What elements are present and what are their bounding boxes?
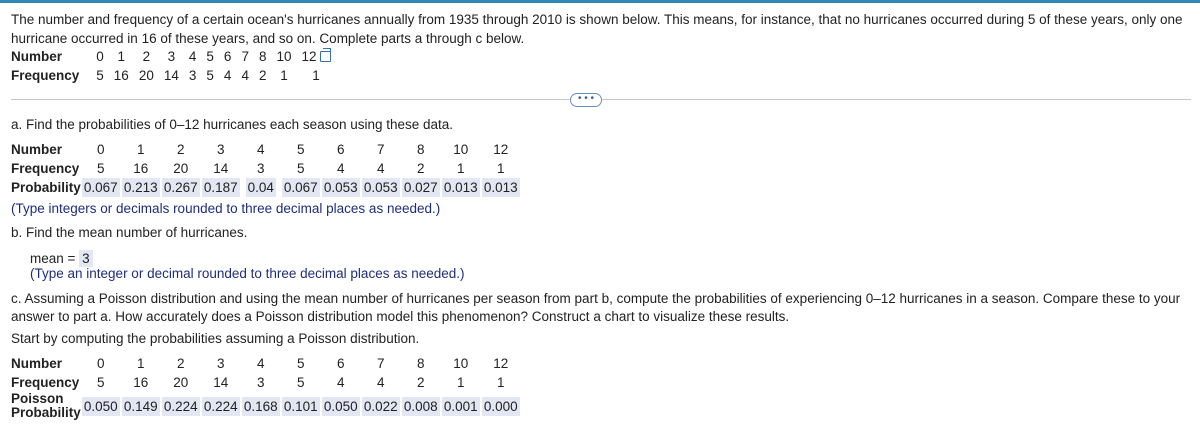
poisson-probability-answer[interactable]: 0.008 (403, 398, 438, 414)
probability-answer[interactable]: 0.053 (363, 180, 398, 195)
part-a-frequency-cell: 2 (417, 161, 425, 176)
source-frequency-cell: 20 (138, 68, 154, 83)
part-c-frequency-cell: 3 (257, 375, 265, 390)
probability-answer[interactable]: 0.067 (83, 180, 118, 195)
part-c-frequency-label: Frequency (11, 375, 80, 390)
part-b-prompt: b. Find the mean number of hurricanes. (11, 225, 248, 240)
source-frequency-label: Frequency (11, 68, 80, 83)
poisson-probability-answer[interactable]: 0.101 (283, 398, 318, 414)
part-c-frequency-cell: 2 (417, 375, 425, 390)
part-c-number-cell: 8 (417, 356, 425, 371)
source-number-cell: 7 (241, 49, 249, 64)
part-a-frequency-cell: 1 (457, 161, 465, 176)
part-c-number-cell: 1 (137, 356, 145, 371)
part-a-frequency-cell: 4 (377, 161, 385, 176)
part-a-number-cell: 12 (493, 142, 509, 157)
part-a-number-cell: 1 (137, 142, 145, 157)
source-number-label: Number (11, 49, 63, 64)
part-a-note: (Type integers or decimals rounded to three decimal places as needed.) (11, 201, 441, 216)
probability-answer[interactable]: 0.027 (403, 180, 438, 195)
expand-more-button[interactable]: • • • (570, 93, 602, 107)
part-c-number-label: Number (11, 356, 63, 371)
part-a-frequency-label: Frequency (11, 161, 80, 176)
part-c-frequency-cell: 14 (213, 375, 229, 390)
part-c-frequency-cell: 5 (297, 375, 305, 390)
part-c-number-cell: 2 (177, 356, 185, 371)
source-number-cell (297, 47, 336, 66)
part-c-number-cell: 12 (493, 356, 509, 371)
part-c-frequency-cell: 1 (497, 375, 505, 390)
poisson-probability-answer[interactable]: 0.224 (163, 398, 198, 414)
source-frequency-cell: 1 (312, 68, 320, 83)
part-c-frequency-cell: 16 (133, 375, 149, 390)
part-a-frequency-cell: 5 (97, 161, 105, 176)
source-frequency-cell: 14 (163, 68, 179, 83)
probability-answer[interactable]: 0.053 (323, 180, 358, 195)
part-a-table (11, 140, 521, 197)
part-a-frequency-cell: 5 (297, 161, 305, 176)
probability-answer[interactable]: 0.013 (483, 180, 518, 195)
part-a-number-cell: 0 (97, 142, 105, 157)
part-a-number-cell: 2 (177, 142, 185, 157)
source-data-table (11, 47, 336, 85)
part-c-frequency-cell: 4 (377, 375, 385, 390)
poisson-probability-answer[interactable]: 0.050 (83, 398, 118, 414)
source-number-cell: 0 (96, 49, 104, 64)
question-intro: The number and frequency of a certain ocean's hurricanes annually from 1935 through 2010 is shown below. This means, for instance, that no hurricanes occurred during 5 of these years, only one hurricane occurred in 16 of these years, and so on. Complete parts a through c below. (11, 12, 1183, 46)
poisson-probability-answer[interactable]: 0.050 (323, 398, 358, 414)
part-a-number-cell: 4 (257, 142, 265, 157)
part-a-frequency-cell: 16 (133, 161, 149, 176)
part-a-number-cell: 3 (217, 142, 225, 157)
part-c-number-cell: 6 (337, 356, 345, 371)
part-c-number-cell: 5 (297, 356, 305, 371)
part-a-frequency-cell: 14 (213, 161, 229, 176)
source-frequency-cell: 5 (206, 68, 214, 83)
probability-answer[interactable]: 0.067 (283, 180, 318, 195)
mean-label: mean = (30, 251, 76, 266)
poisson-probability-answer[interactable]: 0.000 (483, 398, 518, 414)
part-c-frequency-cell: 1 (457, 375, 465, 390)
source-frequency-cell: 16 (113, 68, 129, 83)
part-a-prompt: a. Find the probabilities of 0–12 hurricanes each season using these data. (11, 117, 454, 132)
source-number-cell: 5 (206, 49, 214, 64)
probability-answer[interactable]: 0.213 (123, 180, 158, 195)
source-number-cell: 8 (258, 49, 267, 64)
part-a-number-cell: 8 (417, 142, 425, 157)
source-frequency-cell: 4 (241, 68, 249, 83)
part-c-number-cell: 7 (377, 356, 385, 371)
source-number-cell: 3 (167, 49, 176, 64)
part-c-number-cell: 4 (257, 356, 265, 371)
part-a-frequency-cell: 4 (337, 161, 345, 176)
top-accent-bar (0, 0, 1200, 3)
part-a-probability-label: Probability (11, 180, 81, 195)
probability-answer[interactable]: 0.267 (163, 180, 198, 195)
part-c-number-cell: 0 (97, 356, 105, 371)
part-a-number-cell: 5 (297, 142, 305, 157)
part-a-number-cell: 7 (377, 142, 385, 157)
poisson-probability-label (11, 392, 81, 420)
part-c-number-cell: 10 (453, 356, 469, 371)
part-a-number-label: Number (11, 142, 63, 157)
part-c-table (11, 354, 521, 420)
part-c-number-cell: 3 (217, 356, 225, 371)
poisson-label-line-1: Poisson (11, 391, 64, 406)
part-c-instruction: Start by computing the probabilities assuming a Poisson distribution. (11, 331, 420, 346)
poisson-label-line-2: Probability (11, 405, 81, 420)
probability-answer[interactable]: 0.04 (247, 180, 274, 195)
part-c-prompt: c. Assuming a Poisson distribution and using the mean number of hurricanes per season from part b, compute the probabilities of experiencing 0–12 hurricanes in a season. Compare these to your answer to part a. How accurately does a Poisson distribution model this phenomenon? Construct a chart to visualize these results. (11, 291, 1181, 324)
source-frequency-cell: 3 (188, 68, 197, 83)
part-a-frequency-cell: 20 (173, 161, 189, 176)
poisson-probability-answer[interactable]: 0.168 (243, 398, 278, 414)
source-number-cell: 10 (276, 49, 292, 64)
source-number-cell: 6 (223, 49, 232, 64)
copy-data-icon[interactable] (320, 51, 331, 62)
part-c-frequency-cell: 4 (337, 375, 345, 390)
part-a-frequency-cell: 3 (257, 161, 265, 176)
poisson-probability-answer[interactable]: 0.149 (123, 398, 158, 414)
poisson-probability-answer[interactable]: 0.224 (203, 398, 238, 414)
part-b-note: (Type an integer or decimal rounded to three decimal places as needed.) (30, 266, 465, 281)
mean-answer[interactable]: 3 (79, 250, 93, 267)
part-a-number-cell: 6 (337, 142, 345, 157)
part-c-frequency-cell: 20 (173, 375, 189, 390)
source-frequency-cell: 1 (280, 68, 288, 83)
source-number-cell: 2 (142, 49, 151, 64)
source-number-cell: 1 (117, 49, 126, 64)
part-c-frequency-cell: 5 (97, 375, 105, 390)
part-a-number-cell: 10 (453, 142, 469, 157)
source-number-cell: 4 (188, 49, 197, 64)
poisson-probability-answer[interactable]: 0.022 (363, 398, 398, 414)
source-frequency-cell: 4 (223, 68, 232, 83)
probability-answer[interactable]: 0.013 (443, 180, 478, 195)
source-number-value: 12 (301, 49, 317, 64)
source-frequency-cell: 2 (258, 68, 267, 83)
probability-answer[interactable]: 0.187 (203, 180, 238, 195)
part-a-frequency-cell: 1 (497, 161, 505, 176)
source-frequency-cell: 5 (96, 68, 104, 83)
poisson-probability-answer[interactable]: 0.001 (443, 398, 478, 414)
